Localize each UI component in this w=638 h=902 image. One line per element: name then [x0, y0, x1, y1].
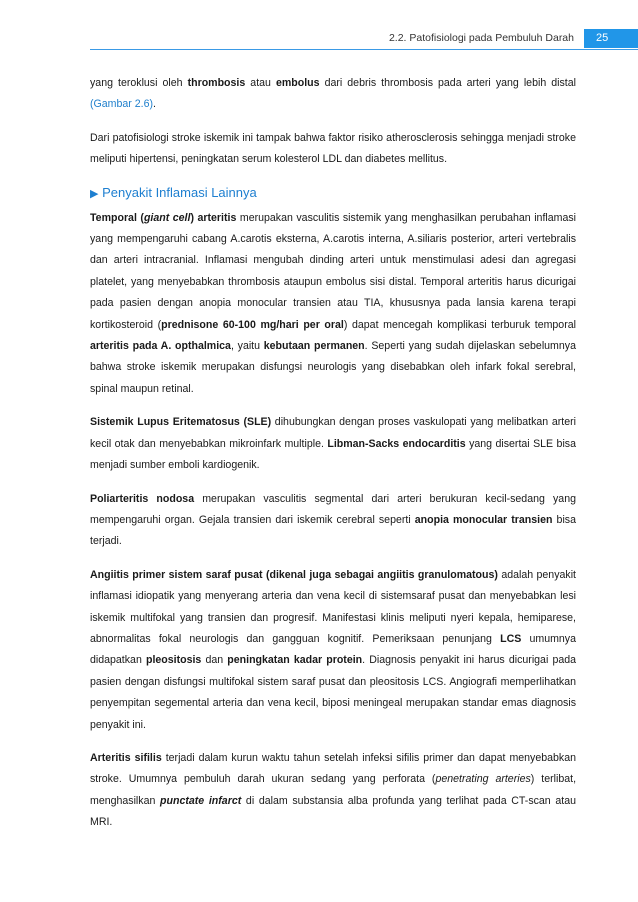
- header-rule: [90, 49, 638, 50]
- text: . Diagnosis penyakit ini harus dicurigai pada pasien dengan disfungsi multifokal sistem saraf pusat dan pleositosis LCS. Angiografi memperlihatkan penyempitan segemental arteria dan vena kecil, biposi meningeal merupakan standar emas diagnosis penyakit ini.: [90, 654, 577, 731]
- text: ) terlibat, menghasilkan: [90, 773, 577, 807]
- text: dari debris thrombosis pada arteri yang lebih distal: [319, 77, 576, 89]
- term-anopia: anopia monocular transien: [414, 513, 553, 526]
- term-penetrating-arteries: penetrating arteries: [435, 773, 531, 786]
- text: dan: [201, 654, 228, 667]
- term-lcs: LCS: [500, 632, 522, 645]
- text: bisa terjadi.: [90, 513, 576, 548]
- paragraph-angiitis: [90, 565, 576, 736]
- paragraph-arteritis-sifilis: [90, 748, 576, 834]
- page-body: [90, 73, 576, 846]
- text: yang teroklusi oleh: [90, 77, 188, 89]
- text: merupakan vasculitis segmental dari arteri berukuran kecil-sedang yang mempengaruhi organ. Gejala transien dari iskemik cerebral seperti: [90, 492, 576, 526]
- term-embolus: embolus: [275, 77, 320, 89]
- term: ) arteritis: [190, 211, 237, 224]
- triangle-arrow-icon: ▶: [90, 187, 99, 200]
- text: umumnya didapatkan: [90, 632, 576, 667]
- paragraph-sle: [90, 412, 576, 476]
- paragraph-temporal-arteritis: [90, 208, 576, 401]
- term-giant-cell: giant cell: [143, 211, 191, 224]
- page-number: 25: [584, 29, 638, 48]
- paragraph-poliarteritis: [90, 489, 576, 553]
- paragraph-risk-factors: Dari patofisiologi stroke iskemik ini tampak bahwa faktor risiko atherosclerosis sehingga menjadi stroke meliputi hipertensi, peningkatan serum kolesterol LDL dan diabetes mellitus.: [90, 131, 576, 166]
- term-thrombosis: thrombosis: [187, 77, 246, 89]
- term-protein: peningkatan kadar protein: [227, 654, 363, 667]
- term-poliarteritis: Poliarteritis nodosa: [90, 492, 195, 505]
- text: di dalam substansia alba profunda yang terlihat pada CT-scan atau MRI.: [90, 794, 576, 829]
- term-libman-sacks: Libman-Sacks endocarditis: [327, 437, 466, 450]
- section-title: Penyakit Inflamasi Lainnya: [102, 184, 257, 200]
- term: Temporal (: [90, 211, 144, 224]
- page-header: [0, 32, 638, 46]
- paragraph-thrombosis: [90, 73, 576, 116]
- figure-reference-link[interactable]: (Gambar 2.6): [90, 98, 153, 111]
- text: , yaitu: [230, 340, 264, 353]
- term-prednisone: prednisone 60-100 mg/hari per oral: [161, 318, 344, 331]
- section-heading: [90, 183, 576, 204]
- text: adalah penyakit inflamasi idiopatik yang menyerang arteria dan vena kecil di sistemsaraf pusat dan menyebabkan lesi iskemik multifokal yang transien dan progresif. Manifestasi klinis meliputi nyeri kepala, hemiparese, abnormalitas fokal neurologis dan gangguan kognitif. Pemeriksaan penunjang: [90, 568, 576, 645]
- text: atau: [245, 77, 276, 89]
- term-pleositosis: pleositosis: [145, 654, 202, 667]
- text: yang disertai SLE bisa menjadi sumber emboli kardiogenik.: [90, 437, 576, 472]
- term-angiitis: Angiitis primer sistem saraf pusat (dikenal juga sebagai angiitis granulomatous): [90, 568, 498, 581]
- running-header-title: 2.2. Patofisiologi pada Pembuluh Darah: [388, 32, 574, 44]
- text: ) dapat mencegah komplikasi terburuk temporal: [343, 318, 576, 331]
- text: . Seperti yang sudah dijelaskan sebelumnya bahwa stroke iskemik merupakan disfungsi neurologis yang disebabkan oleh infark fokal serebral, spinal maupun retinal.: [90, 340, 576, 395]
- term-punctate-infarct: punctate infarct: [160, 794, 242, 807]
- text: .: [153, 98, 156, 111]
- text: terjadi dalam kurun waktu tahun setelah infeksi sifilis primer dan dapat menyebabkan stroke. Umumnya pembuluh darah ukuran sedang yang perforata (: [90, 751, 577, 786]
- text: dihubungkan dengan proses vaskulopati yang melibatkan arteri kecil otak dan menyebabkan mikroinfark multiple.: [90, 416, 576, 450]
- text: merupakan vasculitis sistemik yang menghasilkan perubahan inflamasi yang mempengaruhi cabang A.carotis eksterna, A.carotis interna, A.siliaris posterior, arteri vertebralis dan arteri intracranial. Inflamasi mengubah dinding arteri untuk menstimulasi adesi dan agregasi platelet, yang menyebabkan thrombosis ataupun embolus sisi distal. Temporal arteritis harus dicurigai pada pasien dengan anopia monocular transien atau TIA, khususnya pada lansia karena terapi kortikosteroid (: [90, 211, 577, 331]
- term-kebutaan: kebutaan permanen: [263, 340, 365, 353]
- term-arteritis-opthalmica: arteritis pada A. opthalmica: [90, 340, 231, 353]
- term-arteritis-sifilis: Arteritis sifilis: [90, 751, 162, 764]
- term-sle: Sistemik Lupus Eritematosus (SLE): [90, 416, 272, 429]
